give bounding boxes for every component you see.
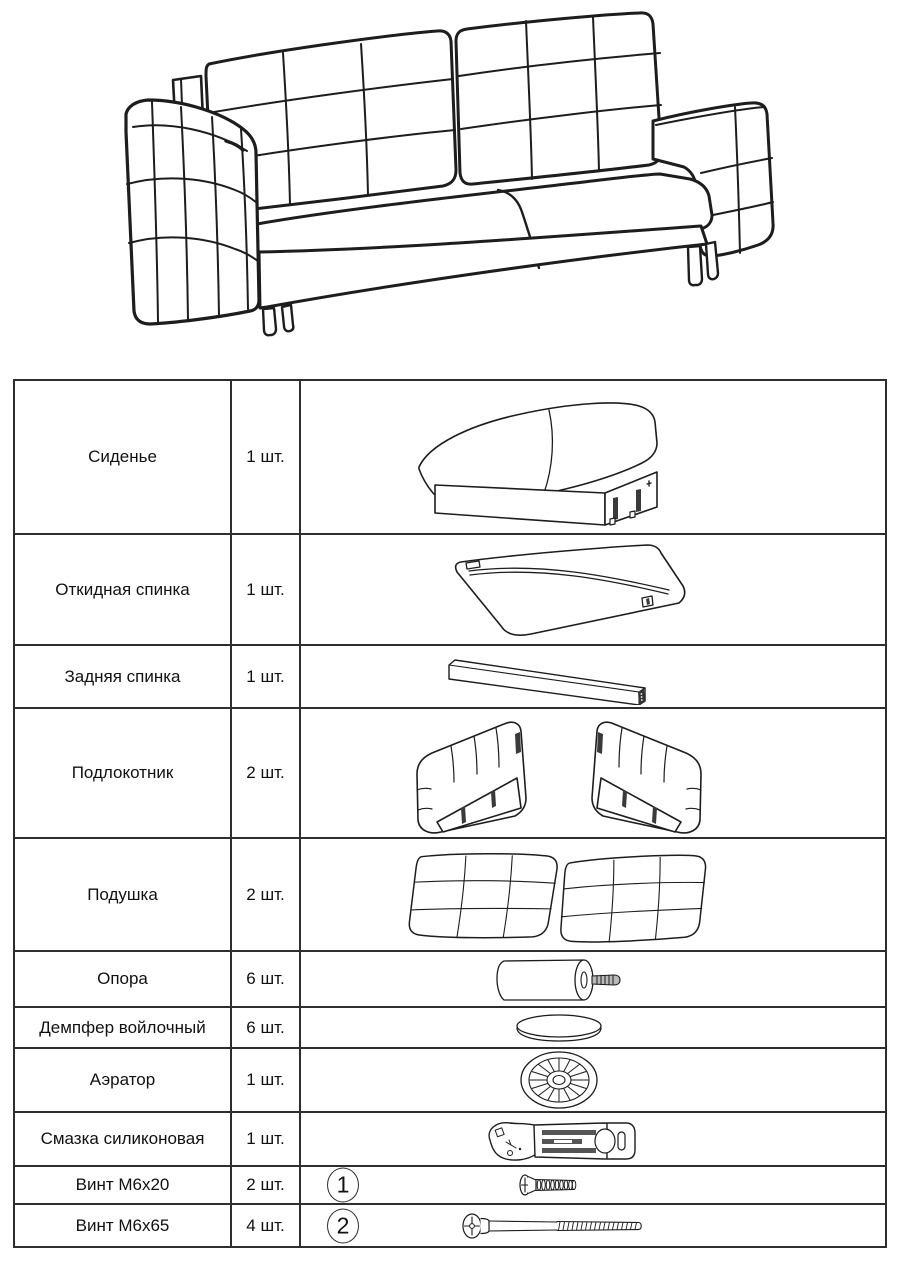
table-row (14, 1007, 886, 1048)
aerator-icon (513, 1050, 605, 1110)
part-name: Винт М6х20 (14, 1166, 231, 1204)
part-qty: 1 шт. (231, 380, 300, 534)
part-qty: 1 шт. (231, 534, 300, 645)
part-name: Аэратор (14, 1048, 231, 1112)
part-name: Задняя спинка (14, 645, 231, 708)
part-picture-cell (300, 1048, 886, 1112)
part-qty: 2 шт. (231, 838, 300, 951)
part-qty: 2 шт. (231, 1166, 300, 1204)
part-qty: 2 шт. (231, 708, 300, 838)
item-number-badge: 2 (327, 1208, 359, 1243)
part-qty: 1 шт. (231, 645, 300, 708)
item-number-badge: 1 (327, 1168, 359, 1203)
table-row (14, 1166, 886, 1204)
part-name: Откидная спинка (14, 534, 231, 645)
part-qty: 1 шт. (231, 1048, 300, 1112)
sofa-illustration-icon (0, 0, 900, 379)
part-picture-cell (300, 951, 886, 1007)
parts-table (13, 379, 887, 1248)
table-row (14, 534, 886, 645)
part-name: Опора (14, 951, 231, 1007)
part-picture-cell (300, 380, 886, 534)
screw-m6x20-icon (514, 1171, 604, 1199)
table-row (14, 1048, 886, 1112)
screw-m6x65-icon (459, 1211, 659, 1241)
table-row (14, 838, 886, 951)
seat-part-icon (389, 387, 729, 527)
armrest-pair-icon (399, 712, 719, 834)
leg-support-icon (484, 953, 634, 1005)
part-qty: 6 шт. (231, 951, 300, 1007)
part-picture-cell (300, 534, 886, 645)
table-row (14, 380, 886, 534)
table-row (14, 645, 886, 708)
part-qty: 1 шт. (231, 1112, 300, 1166)
table-row (14, 1112, 886, 1166)
part-picture-cell (300, 1204, 886, 1247)
felt-damper-icon (504, 1010, 614, 1046)
part-name: Смазка силиконовая (14, 1112, 231, 1166)
table-row (14, 951, 886, 1007)
back-panel-icon (429, 649, 689, 705)
part-picture-cell (300, 1112, 886, 1166)
silicone-grease-icon (476, 1114, 641, 1164)
folding-backrest-icon (409, 540, 709, 640)
part-qty: 4 шт. (231, 1204, 300, 1247)
part-name: Подлокотник (14, 708, 231, 838)
part-picture-cell (300, 1166, 886, 1204)
sofa-figure (0, 0, 900, 379)
part-picture-cell (300, 708, 886, 838)
part-name: Сиденье (14, 380, 231, 534)
part-name: Демпфер войлочный (14, 1007, 231, 1048)
part-picture-cell (300, 1007, 886, 1048)
part-picture-cell (300, 838, 886, 951)
part-name: Винт М6х65 (14, 1204, 231, 1247)
table-row (14, 708, 886, 838)
cushion-pair-icon (399, 842, 719, 948)
part-name: Подушка (14, 838, 231, 951)
part-qty: 6 шт. (231, 1007, 300, 1048)
part-picture-cell (300, 645, 886, 708)
table-row (14, 1204, 886, 1247)
